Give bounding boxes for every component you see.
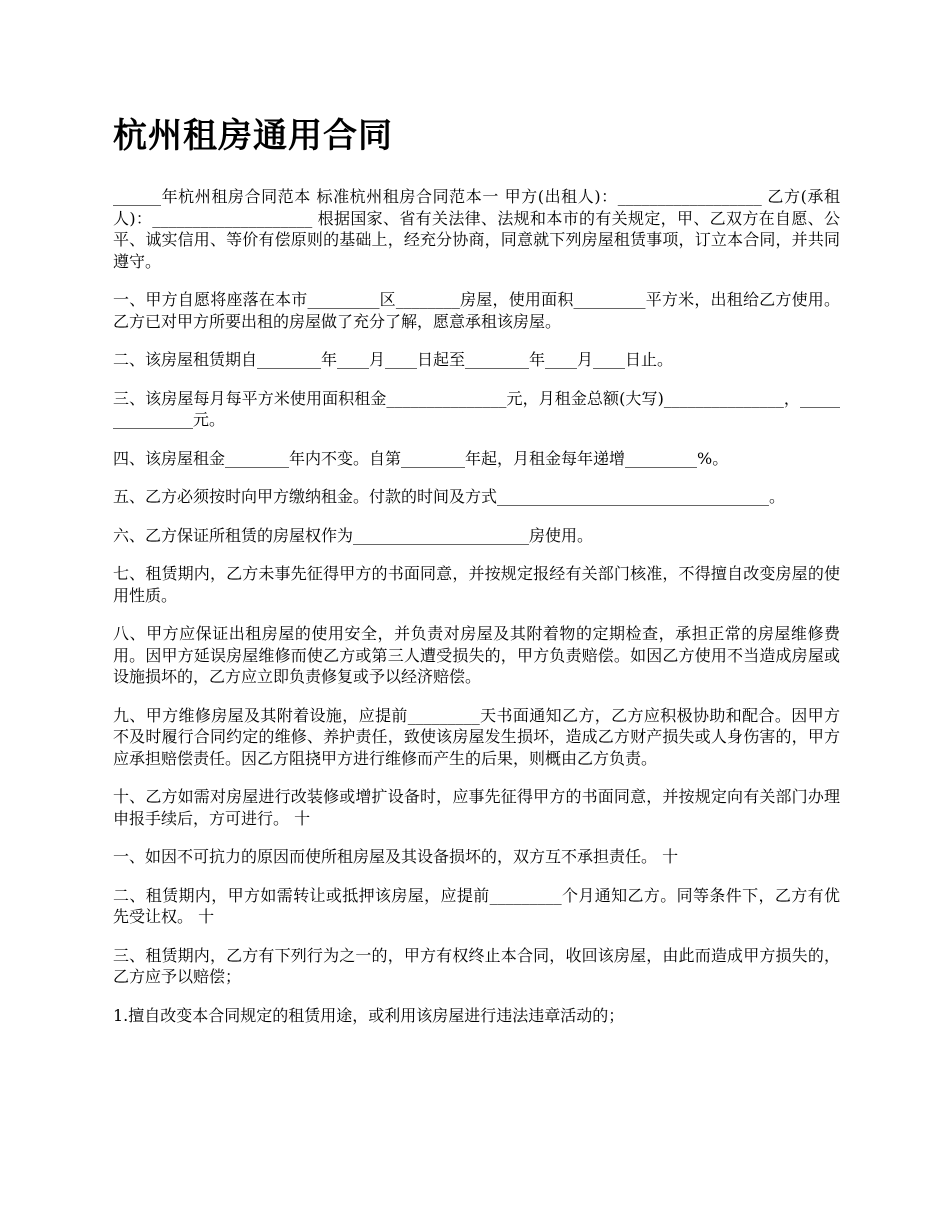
clause-7: 七、租赁期内，乙方未事先征得甲方的书面同意，并按规定报经有关部门核准，不得擅自改变房屋的使用性质。 (113, 564, 840, 605)
clause-10: 十、乙方如需对房屋进行改装修或增扩设备时，应事先征得甲方的书面同意，并按规定向有关部门办理申报手续后，方可进行。 十 (113, 787, 840, 828)
clause-13: 三、租赁期内，乙方有下列行为之一的，甲方有权终止本合同，收回该房屋，由此而造成甲方损失的，乙方应予以赔偿； (113, 945, 840, 986)
clause-5: 五、乙方必须按时向甲方缴纳租金。付款的时间及方式__________________________________。 (113, 487, 786, 506)
clause-6: 六、乙方保证所租赁的房屋权作为______________________房使用。 (113, 525, 594, 545)
clause-12: 二、租赁期内，甲方如需转让或抵押该房屋，应提前_________个月通知乙方。同等条件下，乙方有优先受让权。 十 (113, 885, 840, 926)
clause-11: 一、如因不可抗力的原因而使所租房屋及其设备损坏的，双方互不承担责任。 十 (113, 847, 679, 866)
clause-2: 二、该房屋租赁期自________年____月____日起至________年____月____日止。 (113, 350, 674, 369)
clause-8: 八、甲方应保证出租房屋的使用安全，并负责对房屋及其附着物的定期检查，承担正常的房屋维修费用。因甲方延误房屋维修而使乙方或第三人遭受损失的，甲方负责赔偿。如因乙方使用不当造成房屋或设施损坏的，乙方应立即负责修复或予以经济赔偿。 (113, 624, 840, 686)
intro-paragraph: ______年杭州租房合同范本 标准杭州租房合同范本一 甲方(出租人)：__________________ 乙方(承租人)：____________________ 根据国家、省有关法律、法规和本市的有关规定，甲、乙双方在自愿、公平、诚实信用、等价有偿原则的基础上，经充分协商，同意就下列房屋租赁事项，订立本合同，并共同遵守。 (113, 187, 840, 271)
document-title: 杭州租房通用合同 (113, 116, 393, 156)
clause-3: 三、该房屋每月每平方米使用面积租金_______________元，月租金总额(大写)_______________，_______________元。 (113, 388, 840, 429)
clause-4: 四、该房屋租金________年内不变。自第________年起，月租金每年递增_________%。 (113, 448, 729, 468)
clause-13-item-1: 1.擅自改变本合同规定的租赁用途，或利用该房屋进行违法违章活动的； (113, 1005, 625, 1025)
document-page (113, 112, 840, 1043)
clause-9: 九、甲方维修房屋及其附着设施，应提前_________天书面通知乙方，乙方应积极协助和配合。因甲方不及时履行合同约定的维修、养护责任，致使该房屋发生损坏，造成乙方财产损失或人身伤害的，甲方应承担赔偿责任。因乙方阻挠甲方进行维修而产生的后果，则概由乙方负责。 (113, 705, 840, 768)
clause-1: 一、甲方自愿将座落在本市_________区________房屋，使用面积_________平方米，出租给乙方使用。乙方已对甲方所要出租的房屋做了充分了解，愿意承租该房屋。 (113, 290, 840, 331)
